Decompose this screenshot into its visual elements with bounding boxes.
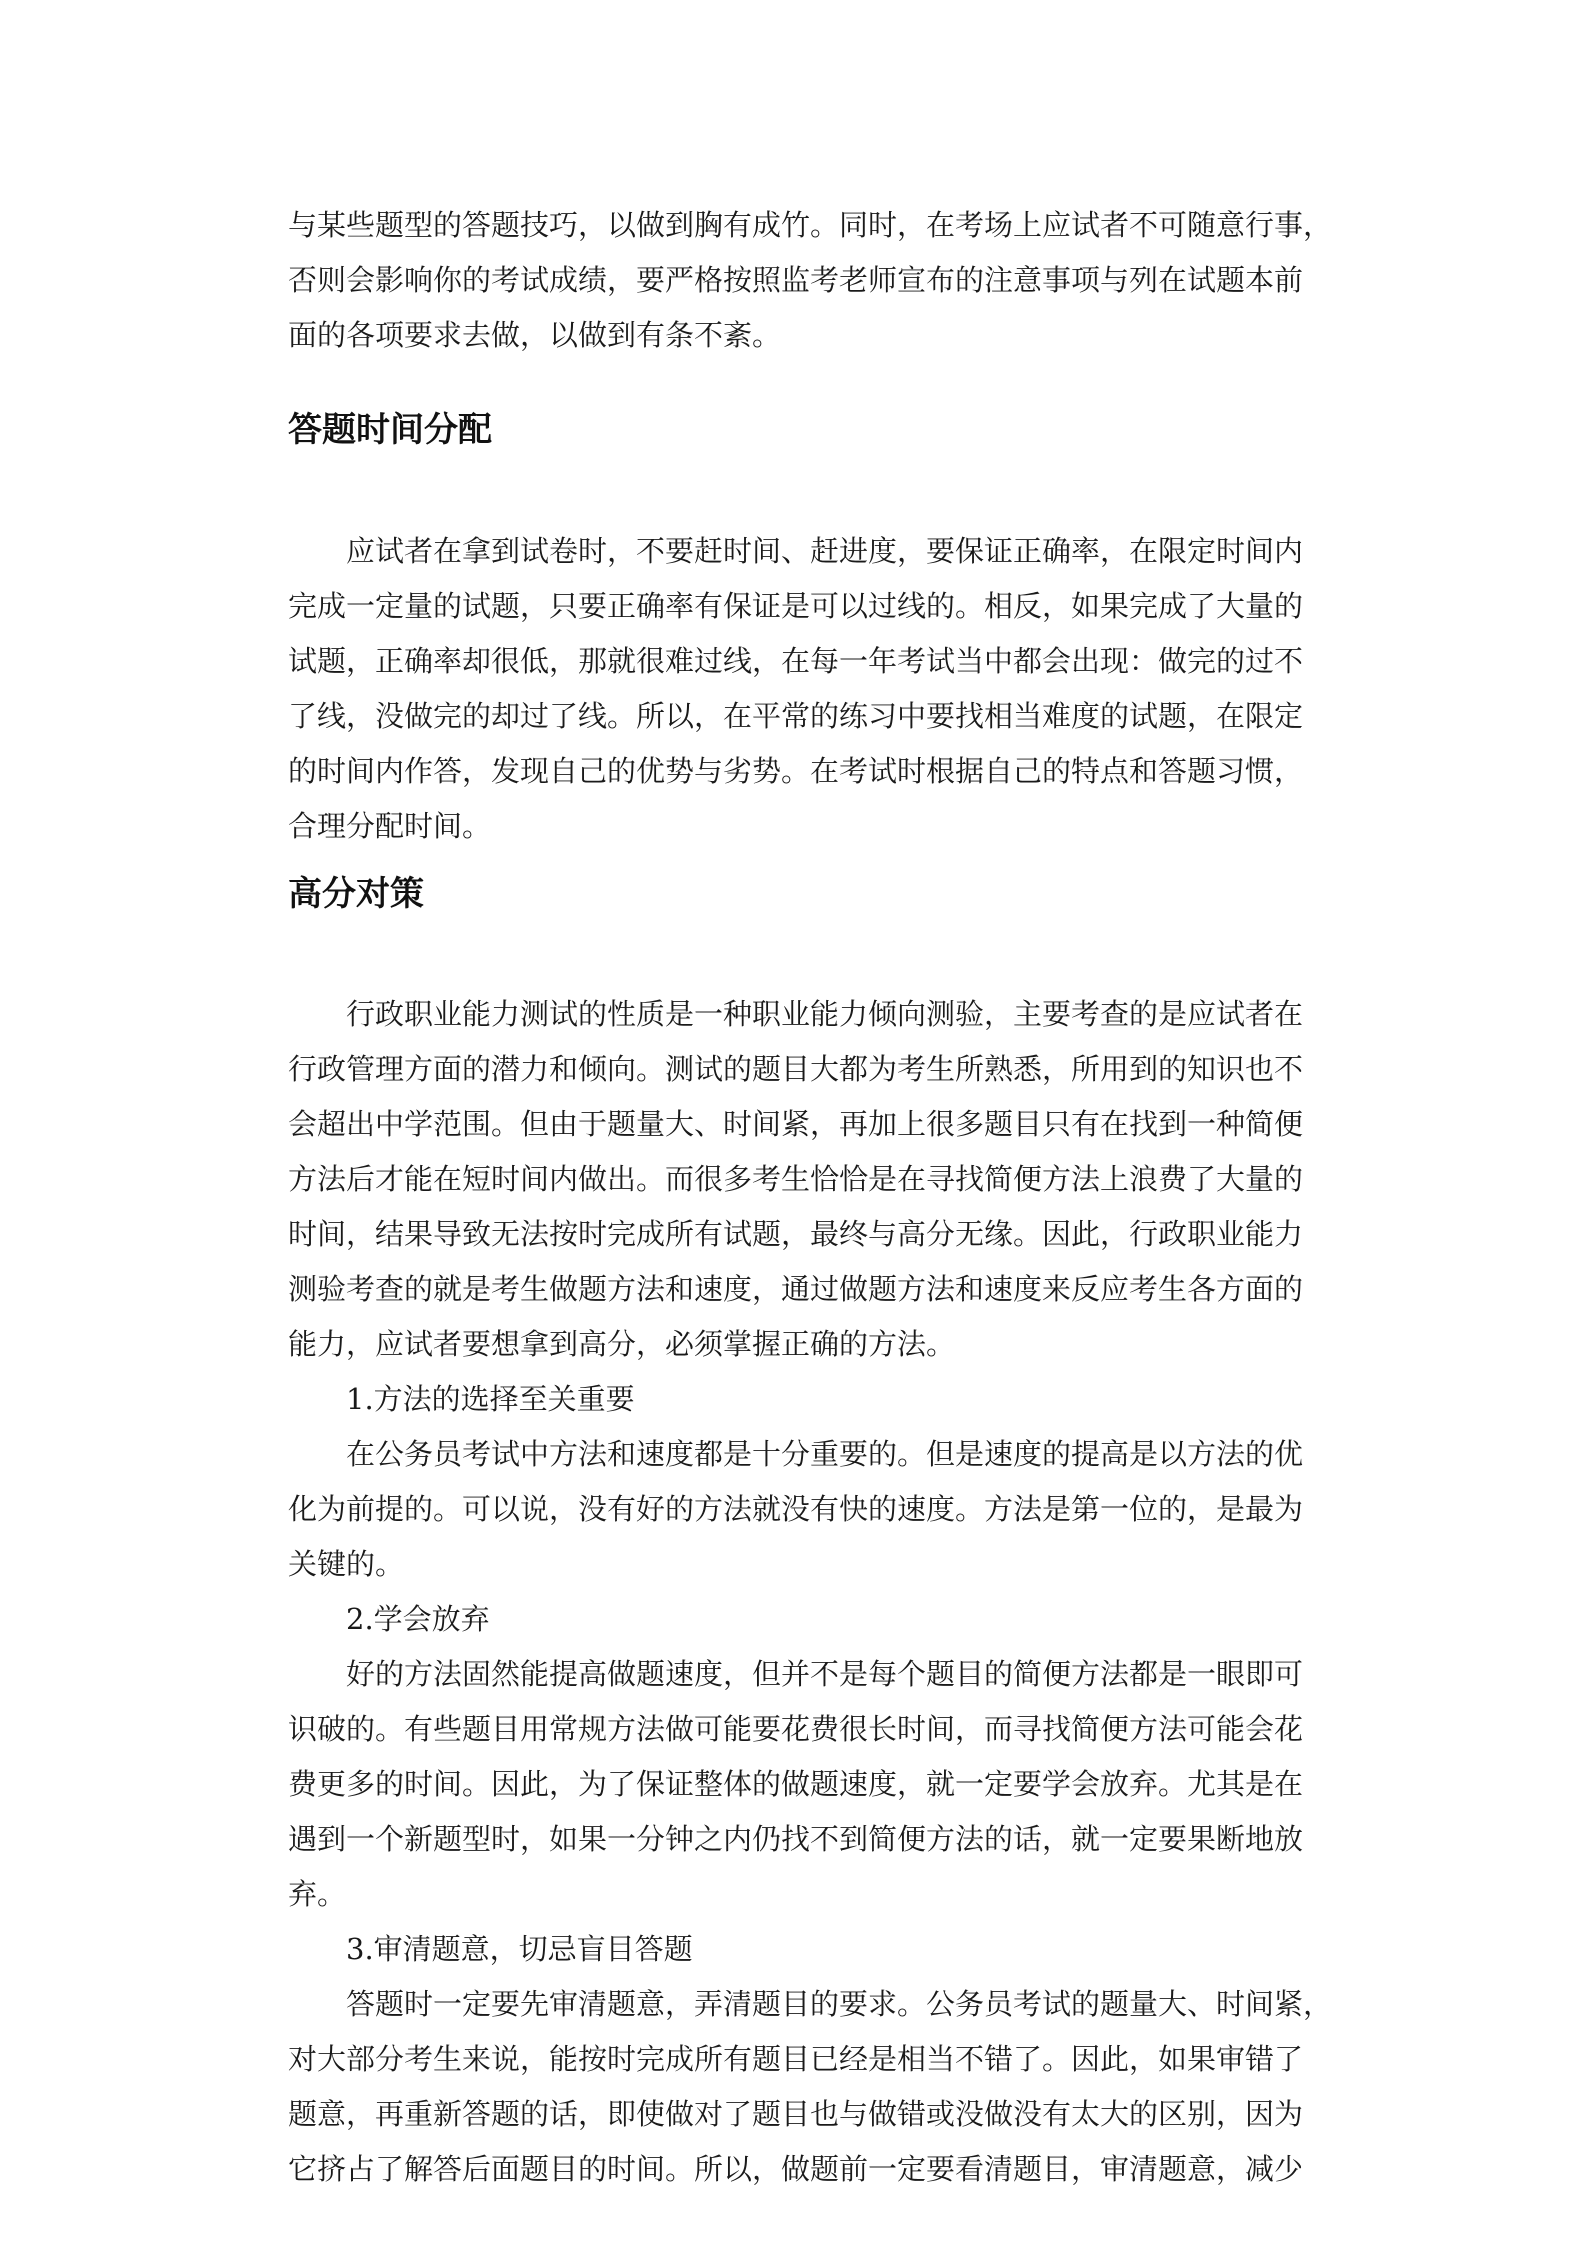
paragraph-line: 题意，再重新答题的话，即使做对了题目也与做错或没做没有太大的区别，因为	[288, 2097, 1304, 2131]
paragraph-line: 应试者在拿到试卷时，不要赶时间、赶进度，要保证正确率，在限定时间内	[346, 534, 1304, 568]
intro-paragraph	[288, 198, 1344, 363]
subheading-read-carefully: 3.审清题意，切忌盲目答题	[346, 1932, 693, 1966]
paragraph-line: 试题，正确率却很低，那就很难过线，在每一年考试当中都会出现：做完的过不	[288, 644, 1304, 678]
paragraph-line: 能力，应试者要想拿到高分，必须掌握正确的方法。	[288, 1327, 956, 1361]
paragraph-line: 面的各项要求去做，以做到有条不紊。	[288, 318, 782, 352]
paragraph-line: 在公务员考试中方法和速度都是十分重要的。但是速度的提高是以方法的优	[346, 1437, 1304, 1471]
section-time-paragraph	[288, 524, 1344, 854]
paragraph-line: 合理分配时间。	[288, 809, 492, 843]
paragraph-line: 弃。	[288, 1877, 347, 1911]
paragraph-line: 对大部分考生来说，能按时完成所有题目已经是相当不错了。因此，如果审错了	[288, 2042, 1304, 2076]
paragraph-line: 好的方法固然能提高做题速度，但并不是每个题目的简便方法都是一眼即可	[346, 1657, 1304, 1691]
paragraph-line: 化为前提的。可以说，没有好的方法就没有快的速度。方法是第一位的，是最为	[288, 1492, 1304, 1526]
paragraph-line: 识破的。有些题目用常规方法做可能要花费很长时间，而寻找简便方法可能会花	[288, 1712, 1304, 1746]
section-strategy-body	[288, 987, 1344, 2197]
paragraph-line: 关键的。	[288, 1547, 405, 1581]
paragraph-line: 会超出中学范围。但由于题量大、时间紧，再加上很多题目只有在找到一种简便	[288, 1107, 1304, 1141]
section-heading-strategy: 高分对策	[288, 874, 424, 914]
paragraph-line: 行政管理方面的潜力和倾向。测试的题目大都为考生所熟悉，所用到的知识也不	[288, 1052, 1304, 1086]
paragraph-line: 测验考查的就是考生做题方法和速度，通过做题方法和速度来反应考生各方面的	[288, 1272, 1304, 1306]
subheading-learn-to-give-up: 2.学会放弃	[346, 1602, 490, 1636]
subheading-method-choice: 1.方法的选择至关重要	[346, 1382, 635, 1416]
paragraph-line: 与某些题型的答题技巧，以做到胸有成竹。同时，在考场上应试者不可随意行事，	[288, 208, 1333, 242]
paragraph-line: 答题时一定要先审清题意，弄清题目的要求。公务员考试的题量大、时间紧，	[346, 1987, 1333, 2021]
paragraph-line: 的时间内作答，发现自己的优势与劣势。在考试时根据自己的特点和答题习惯，	[288, 754, 1304, 788]
paragraph-line: 时间，结果导致无法按时完成所有试题，最终与高分无缘。因此，行政职业能力	[288, 1217, 1304, 1251]
paragraph-line: 了线，没做完的却过了线。所以，在平常的练习中要找相当难度的试题，在限定	[288, 699, 1304, 733]
paragraph-line: 方法后才能在短时间内做出。而很多考生恰恰是在寻找简便方法上浪费了大量的	[288, 1162, 1304, 1196]
paragraph-line: 费更多的时间。因此，为了保证整体的做题速度，就一定要学会放弃。尤其是在	[288, 1767, 1304, 1801]
paragraph-line: 完成一定量的试题，只要正确率有保证是可以过线的。相反，如果完成了大量的	[288, 589, 1304, 623]
paragraph-line: 行政职业能力测试的性质是一种职业能力倾向测验，主要考查的是应试者在	[346, 997, 1304, 1031]
paragraph-line: 遇到一个新题型时，如果一分钟之内仍找不到简便方法的话，就一定要果断地放	[288, 1822, 1304, 1856]
paragraph-line: 否则会影响你的考试成绩，要严格按照监考老师宣布的注意事项与列在试题本前	[288, 263, 1304, 297]
section-heading-time: 答题时间分配	[288, 410, 492, 450]
paragraph-line: 它挤占了解答后面题目的时间。所以，做题前一定要看清题目，审清题意，减少	[288, 2152, 1304, 2186]
